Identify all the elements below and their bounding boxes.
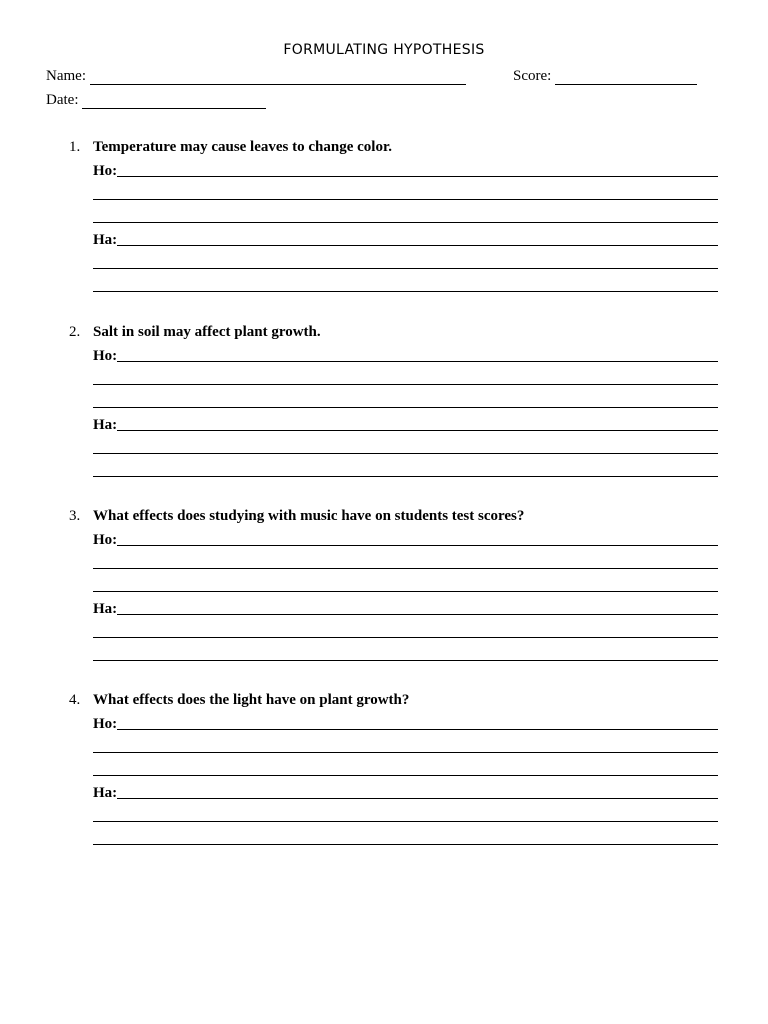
question-text: Temperature may cause leaves to change color.: [93, 139, 392, 155]
answer-line[interactable]: [93, 732, 718, 755]
answer-line[interactable]: [93, 179, 718, 202]
answer-line[interactable]: [93, 433, 718, 456]
ha-answer-line[interactable]: [93, 594, 718, 617]
answer-line[interactable]: [93, 640, 718, 663]
answer-line[interactable]: [93, 456, 718, 479]
name-label: Name:: [46, 68, 86, 84]
ha-answer-line[interactable]: [93, 225, 718, 248]
answer-line[interactable]: [93, 548, 718, 571]
question-text: What effects does studying with music have on students test scores?: [93, 508, 525, 524]
question-2: [69, 323, 719, 479]
ho-answer-line[interactable]: [93, 341, 718, 364]
ho-label: Ho:: [93, 716, 118, 732]
answer-line[interactable]: [93, 617, 718, 640]
answer-line[interactable]: [93, 571, 718, 594]
ha-answer-line[interactable]: [93, 778, 718, 801]
question-4: [69, 691, 719, 847]
question-number: 2.: [69, 324, 81, 340]
question-number: 3.: [69, 508, 81, 524]
answer-line[interactable]: [93, 801, 718, 824]
question-3: [69, 507, 719, 663]
answer-line[interactable]: [93, 202, 718, 225]
answer-line[interactable]: [93, 755, 718, 778]
question-number: 4.: [69, 692, 81, 708]
answer-line[interactable]: [93, 248, 718, 271]
ha-label: Ha:: [93, 417, 118, 433]
ho-answer-line[interactable]: [93, 525, 718, 548]
score-label: Score:: [512, 68, 552, 84]
answer-line[interactable]: [93, 387, 718, 410]
page-title: FORMULATING HYPOTHESIS: [283, 42, 485, 58]
ha-label: Ha:: [93, 785, 118, 801]
name-score-row: [46, 68, 697, 85]
date-row: [46, 92, 266, 109]
ho-answer-line[interactable]: [93, 709, 718, 732]
question-1: [69, 138, 719, 294]
answer-line[interactable]: [93, 364, 718, 387]
ha-label: Ha:: [93, 232, 118, 248]
ha-label: Ha:: [93, 601, 118, 617]
answer-line[interactable]: [93, 824, 718, 847]
question-text: What effects does the light have on plant growth?: [93, 692, 410, 708]
score-field[interactable]: [555, 72, 697, 85]
ho-label: Ho:: [93, 348, 118, 364]
name-field[interactable]: [90, 72, 466, 85]
question-number: 1.: [69, 139, 81, 155]
ho-label: Ho:: [93, 163, 118, 179]
date-label: Date:: [46, 92, 79, 108]
answer-line[interactable]: [93, 271, 718, 294]
question-text: Salt in soil may affect plant growth.: [93, 324, 321, 340]
date-field[interactable]: [82, 96, 266, 109]
ho-answer-line[interactable]: [93, 156, 718, 179]
ha-answer-line[interactable]: [93, 410, 718, 433]
ho-label: Ho:: [93, 532, 118, 548]
